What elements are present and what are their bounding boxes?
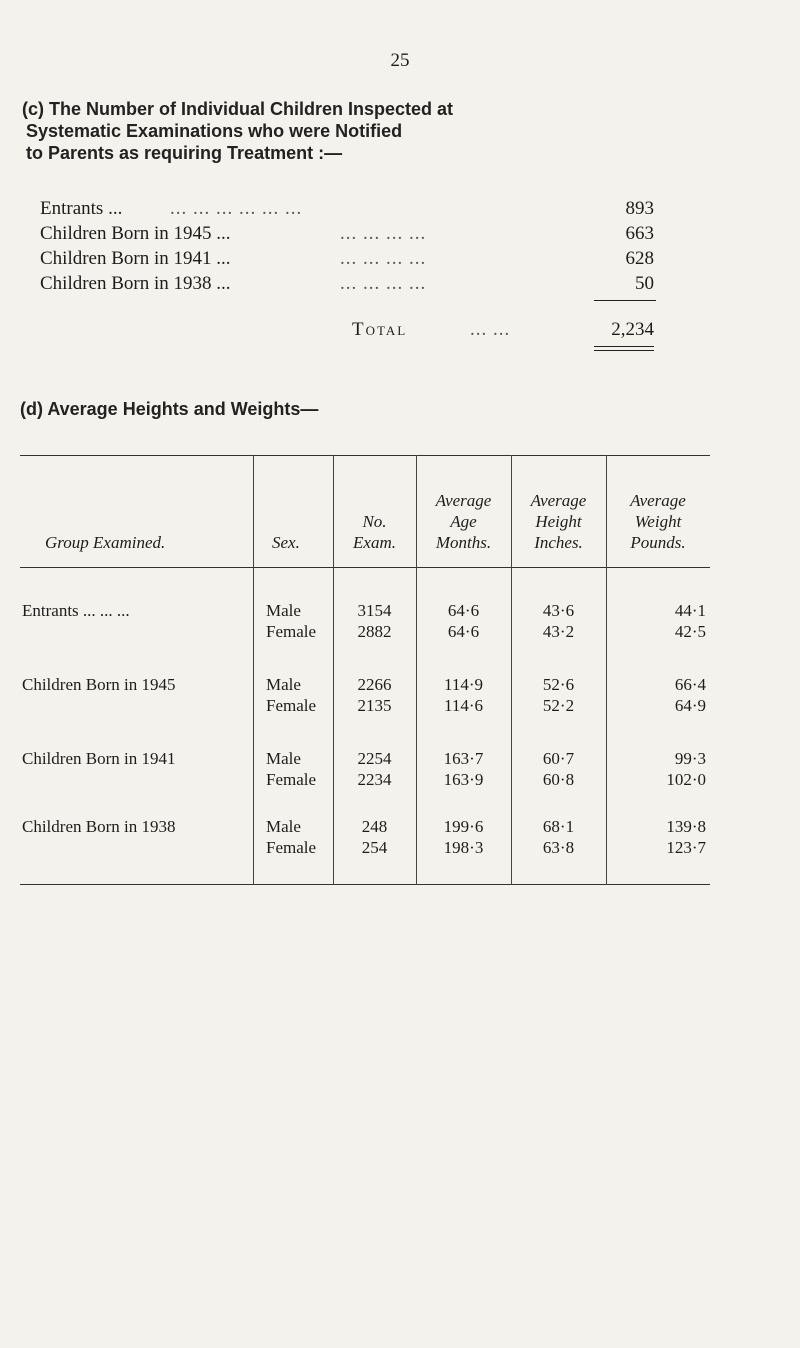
height-cell: 68·1 [542,817,575,836]
height-cell: 63·8 [542,838,575,857]
sex-cell: Female [266,622,317,641]
row-label: Children Born in 1941 ... [40,248,231,269]
section-d-heading: (d) Average Heights and Weights— [20,399,319,419]
sex-cell: Male [266,817,301,836]
no-cell: 248 [361,817,388,836]
header-text: Months. [435,533,492,552]
header-text: Average [630,491,686,510]
section-c-list [40,198,660,298]
total-value: 2,234 [611,319,654,340]
col-header-height [511,490,606,553]
age-cell: 114·9 [443,675,484,694]
weight-cell: 123·7 [666,838,706,857]
section-c-heading-line: (c) The Number of Individual Children Inspected at [22,99,454,119]
age-cell: 163·7 [443,749,484,768]
row-value: 893 [625,198,654,219]
no-cell: 3154 [357,601,392,620]
page-number: 25 [390,50,410,71]
leader-dots: ... ... ... ... [340,273,427,294]
header-text: Group Examined. [45,533,166,552]
list-item [40,248,660,273]
height-cell: 52·6 [542,675,575,694]
sex-cell: Male [266,675,301,694]
col-header-weight [606,490,710,553]
col-header-sex [272,532,300,553]
group-name: Children Born in 1945 [22,675,176,694]
no-cell: 2266 [357,675,392,694]
leader-dots: ... ... ... ... [340,248,427,269]
list-item [40,223,660,248]
double-rule [594,346,654,347]
row-label: Children Born in 1938 ... [40,273,231,294]
row-value: 663 [625,223,654,244]
section-c-heading [22,98,453,164]
row-label: Entrants ... [40,198,123,219]
row-value: 50 [635,273,654,294]
header-text: No. [362,512,387,531]
weight-cell: 99·3 [674,749,706,768]
no-cell: 2234 [357,770,392,789]
height-cell: 52·2 [542,696,575,715]
sex-cell: Male [266,601,301,620]
header-text: Pounds. [630,533,686,552]
no-cell: 254 [361,838,388,857]
leader-dots: ... ... ... ... [340,223,427,244]
list-item [40,198,660,223]
header-text: Sex. [272,533,300,552]
section-c-heading-line: Systematic Examinations who were Notified [26,121,403,141]
weight-cell: 64·9 [674,696,706,715]
header-text: Exam. [353,533,396,552]
weight-cell: 44·1 [674,601,706,620]
group-name: Children Born in 1941 [22,749,176,768]
weight-cell: 66·4 [674,675,706,694]
height-cell: 60·7 [542,749,575,768]
col-header-group [45,532,165,553]
header-text: Height [535,512,582,531]
leader-dots: ... ... [470,319,511,340]
header-text: Average [435,491,492,510]
leader-dots: ... ... ... ... ... ... [170,198,303,219]
sex-cell: Female [266,838,317,857]
no-cell: 2254 [357,749,392,768]
row-label: Children Born in 1945 ... [40,223,231,244]
column-divider [253,455,254,885]
section-c-heading-line: to Parents as requiring Treatment :— [26,143,343,163]
weight-cell: 102·0 [666,770,706,789]
sex-cell: Male [266,749,301,768]
header-text: Average [530,491,587,510]
sex-cell: Female [266,770,317,789]
row-value: 628 [625,248,654,269]
no-cell: 2882 [357,622,392,641]
no-cell: 2135 [357,696,392,715]
age-cell: 114·6 [443,696,484,715]
col-header-no [333,511,416,553]
heights-weights-table [20,455,710,885]
group-name: Entrants ... ... ... [22,601,130,620]
group-name: Children Born in 1938 [22,817,176,836]
header-text: Age [450,512,477,531]
total-label: Total [352,319,408,340]
age-cell: 64·6 [447,601,480,620]
col-header-age [416,490,511,553]
age-cell: 199·6 [443,817,484,836]
weight-cell: 139·8 [666,817,706,836]
age-cell: 198·3 [443,838,484,857]
weight-cell: 42·5 [674,622,706,641]
age-cell: 64·6 [447,622,480,641]
header-text: Inches. [534,533,583,552]
double-rule [594,350,654,351]
height-cell: 60·8 [542,770,575,789]
height-cell: 43·6 [542,601,575,620]
header-text: Weight [634,512,682,531]
total-rule [594,300,656,301]
list-item [40,273,660,298]
age-cell: 163·9 [443,770,484,789]
sex-cell: Female [266,696,317,715]
height-cell: 43·2 [542,622,575,641]
